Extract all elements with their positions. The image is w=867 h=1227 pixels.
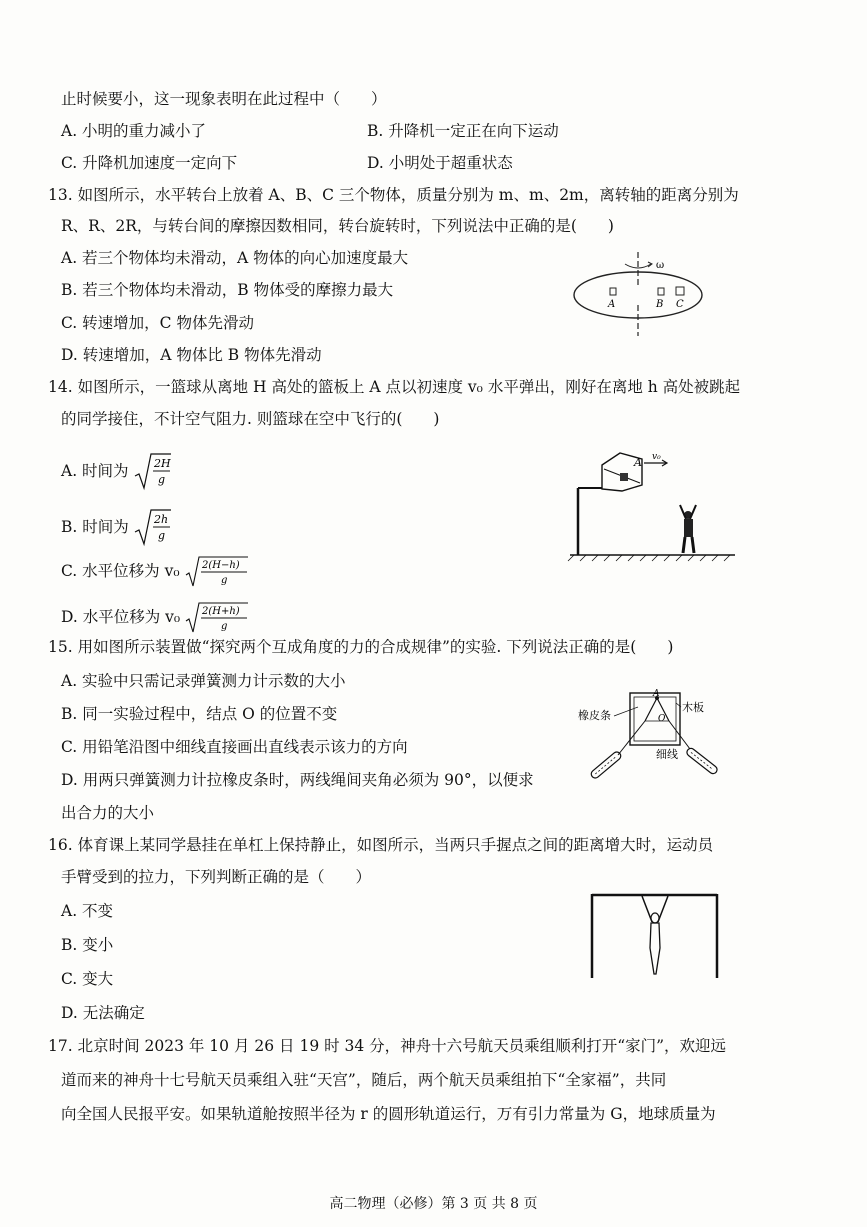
q16-option-c: C. 变大 bbox=[61, 970, 114, 988]
q15-option-b: B. 同一实验过程中，结点 O 的位置不变 bbox=[61, 705, 338, 723]
q14-d-numerator: 2(H+h) bbox=[202, 606, 240, 617]
pullup-bar-figure bbox=[588, 890, 723, 980]
sqrt-2-h-plus-h-over-g bbox=[185, 601, 249, 635]
block-a bbox=[610, 288, 616, 295]
sqrt-2h-small-over-g bbox=[134, 508, 172, 548]
q14-stem-line2: 的同学接住，不计空气阻力. 则篮球在空中飞行的( ) bbox=[61, 410, 440, 428]
q14-option-b bbox=[61, 508, 172, 548]
jumping-student bbox=[680, 505, 696, 553]
point-a-label: A bbox=[634, 456, 642, 469]
q17-stem-line2: 道而来的神舟十七号航天员乘组入驻“天宫”，随后，两个航天员乘组拍下“全家福”，共同 bbox=[61, 1071, 667, 1089]
q14-c-denominator: g bbox=[220, 575, 227, 586]
q14-stem-line1: 14. 如图所示，一篮球从离地 H 高处的篮板上 A 点以初速度 v₀ 水平弹出，刚好在离地 h 高处被跳起 bbox=[48, 378, 741, 396]
basketball-figure bbox=[560, 445, 740, 570]
ball bbox=[620, 473, 628, 481]
page-footer: 高二物理（必修）第 3 页 共 8 页 bbox=[329, 1196, 538, 1212]
q14-option-c bbox=[61, 555, 249, 589]
q16-stem-line2: 手臂受到的拉力，下列判断正确的是（ ） bbox=[61, 868, 372, 886]
hanging-student bbox=[642, 896, 668, 974]
q16-stem-line1: 16. 体育课上某同学悬挂在单杠上保持静止，如图所示，当两只手握点之间的距离增大时，运动员 bbox=[48, 836, 714, 854]
q12-continuation: 止时候要小，这一现象表明在此过程中（ ） bbox=[61, 90, 387, 108]
q14-option-d-label: D. 水平位移为 v₀ bbox=[61, 608, 181, 626]
q14-b-denominator: g bbox=[157, 529, 165, 542]
block-c bbox=[676, 287, 684, 295]
sqrt-2-h-minus-h-over-g bbox=[185, 555, 249, 589]
q14-option-a bbox=[61, 452, 172, 492]
q13-stem-line1: 13. 如图所示，水平转台上放着 A、B、C 三个物体，质量分别为 m、m、2m，离转轴的距离分别为 bbox=[48, 186, 739, 204]
q15-option-d-cont: 出合力的大小 bbox=[61, 804, 155, 822]
q12-option-d: D. 小明处于超重状态 bbox=[367, 154, 513, 172]
thread-label: 细线 bbox=[656, 748, 678, 761]
q17-stem-line1: 17. 北京时间 2023 年 10 月 26 日 19 时 34 分，神舟十六号航天员乘组顺利打开“家门”，欢迎远 bbox=[48, 1037, 727, 1055]
q12-option-b: B. 升降机一定正在向下运动 bbox=[367, 122, 559, 140]
board-label: 木板 bbox=[682, 701, 704, 714]
q13-option-c: C. 转速增加，C 物体先滑动 bbox=[61, 314, 254, 332]
q16-option-b: B. 变小 bbox=[61, 936, 114, 954]
q16-option-d: D. 无法确定 bbox=[61, 1004, 145, 1022]
q14-option-a-label: A. 时间为 bbox=[61, 462, 129, 480]
q13-stem-line2: R、R、2R，与转台间的摩擦因数相同，转台旋转时，下列说法中正确的是( ) bbox=[61, 217, 614, 235]
q14-b-numerator: 2h bbox=[153, 513, 168, 526]
q15-stem: 15. 用如图所示装置做“探究两个互成角度的力的合成规律”的实验. 下列说法正确的是( ) bbox=[48, 638, 674, 656]
q13-option-a: A. 若三个物体均未滑动，A 物体的向心加速度最大 bbox=[61, 249, 409, 267]
q14-c-numerator: 2(H−h) bbox=[201, 560, 240, 571]
q14-d-denominator: g bbox=[221, 621, 228, 632]
sqrt-2h-over-g bbox=[134, 452, 172, 492]
force-board-figure bbox=[578, 685, 738, 785]
q15-option-d: D. 用两只弹簧测力计拉橡皮条时，两线绳间夹角必须为 90°，以便求 bbox=[61, 771, 534, 789]
spring-scale-right bbox=[685, 747, 718, 775]
point-a-label: A bbox=[653, 689, 660, 699]
label-a: A bbox=[608, 299, 616, 310]
spring-scale-left bbox=[590, 750, 623, 779]
q14-option-d bbox=[61, 601, 249, 635]
q14-option-c-label: C. 水平位移为 v₀ bbox=[61, 562, 180, 580]
q17-stem-line3: 向全国人民报平安。如果轨道舱按照半径为 r 的圆形轨道运行，万有引力常量为 G，地球质量为 bbox=[61, 1105, 716, 1123]
q14-a-numerator: 2H bbox=[153, 457, 171, 470]
turntable-figure bbox=[570, 250, 710, 340]
q16-option-a: A. 不变 bbox=[61, 902, 114, 920]
q14-a-denominator: g bbox=[157, 473, 165, 486]
omega-label: ω bbox=[656, 260, 665, 271]
label-c: C bbox=[676, 299, 684, 310]
label-b: B bbox=[656, 299, 664, 310]
q12-option-c: C. 升降机加速度一定向下 bbox=[61, 154, 238, 172]
q15-option-a: A. 实验中只需记录弹簧测力计示数的大小 bbox=[61, 672, 346, 690]
block-b bbox=[658, 288, 664, 295]
q13-option-b: B. 若三个物体均未滑动，B 物体受的摩擦力最大 bbox=[61, 281, 394, 299]
q12-option-a: A. 小明的重力减小了 bbox=[61, 122, 207, 140]
q14-option-b-label: B. 时间为 bbox=[61, 518, 129, 536]
velocity-label: v₀ bbox=[652, 452, 661, 462]
rubber-band-label: 橡皮条 bbox=[578, 709, 611, 722]
q15-option-c: C. 用铅笔沿图中细线直接画出直线表示该力的方向 bbox=[61, 738, 408, 756]
q13-option-d: D. 转速增加，A 物体比 B 物体先滑动 bbox=[61, 346, 322, 364]
point-o-label: O bbox=[658, 714, 666, 724]
